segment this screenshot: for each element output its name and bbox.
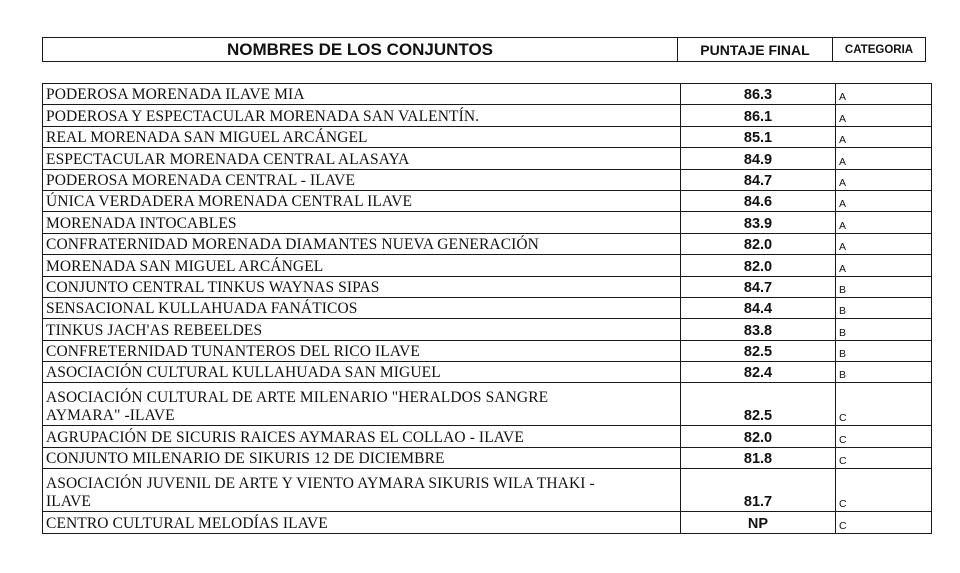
- final-score-cell: 86.1: [681, 105, 836, 126]
- table-row: [43, 233, 932, 254]
- category-cell: B: [836, 276, 932, 297]
- group-name-cell: [43, 255, 681, 276]
- category-cell: A: [836, 190, 932, 211]
- category-cell: B: [836, 340, 932, 361]
- category-cell: C: [836, 383, 932, 426]
- final-score-cell: 82.0: [681, 426, 836, 447]
- table-row: [43, 319, 932, 340]
- group-name-cell: [43, 190, 681, 211]
- final-score-cell: 84.4: [681, 297, 836, 318]
- group-name-line: CONJUNTO CENTRAL TINKUS WAYNAS SIPAS: [46, 278, 380, 296]
- table-row: [43, 340, 932, 361]
- group-name-cell: [43, 169, 681, 190]
- group-name-line: CENTRO CULTURAL MELODÍAS ILAVE: [46, 514, 328, 532]
- final-score-cell: 83.8: [681, 319, 836, 340]
- final-score-cell: 82.5: [681, 340, 836, 361]
- table-row: [43, 276, 932, 297]
- category-cell: C: [836, 426, 932, 447]
- group-name-cell: [43, 383, 681, 426]
- category-cell: A: [836, 126, 932, 147]
- group-name-line: TINKUS JACH'AS REBEELDES: [46, 321, 263, 339]
- category-cell: A: [836, 169, 932, 190]
- final-score-cell: 82.4: [681, 362, 836, 383]
- table-row: [43, 212, 932, 233]
- group-name-cell: [43, 340, 681, 361]
- final-score-cell: 84.7: [681, 169, 836, 190]
- category-cell: B: [836, 297, 932, 318]
- group-name-line: CONJUNTO MILENARIO DE SIKURIS 12 DE DICIEMBRE: [46, 450, 445, 468]
- final-score-cell: 82.0: [681, 233, 836, 254]
- group-name-cell: [43, 512, 681, 533]
- final-score-cell: 86.3: [681, 84, 836, 105]
- group-name-line: PODEROSA MORENADA ILAVE MIA: [46, 86, 305, 104]
- table-row: [43, 126, 932, 147]
- group-name-cell: [43, 126, 681, 147]
- group-name-line: CONFRATERNIDAD MORENADA DIAMANTES NUEVA GENERACIÓN: [46, 236, 539, 254]
- category-cell: C: [836, 512, 932, 533]
- category-cell: A: [836, 212, 932, 233]
- group-name-line: AYMARA" -ILAVE: [46, 407, 175, 425]
- group-name-line: ASOCIACIÓN JUVENIL DE ARTE Y VIENTO AYMARA SIKURIS WILA THAKI -: [46, 475, 595, 493]
- final-score-cell: 83.9: [681, 212, 836, 233]
- table-row: [43, 297, 932, 318]
- group-name-cell: [43, 276, 681, 297]
- table-row: [43, 190, 932, 211]
- category-cell: A: [836, 105, 932, 126]
- final-score-cell: 84.7: [681, 276, 836, 297]
- category-cell: B: [836, 319, 932, 340]
- group-name-line: PODEROSA MORENADA CENTRAL - ILAVE: [46, 171, 356, 189]
- table-row: [43, 362, 932, 383]
- table-row: [43, 383, 932, 426]
- group-name-cell: [43, 148, 681, 169]
- group-name-cell: [43, 84, 681, 105]
- final-score-cell: 85.1: [681, 126, 836, 147]
- header-category: CATEGORIA: [833, 38, 926, 62]
- category-cell: A: [836, 255, 932, 276]
- category-cell: A: [836, 233, 932, 254]
- table-row: [43, 148, 932, 169]
- final-score-cell: 81.7: [681, 469, 836, 512]
- group-name-line: ILAVE: [46, 493, 91, 511]
- group-name-line: ÚNICA VERDADERA MORENADA CENTRAL ILAVE: [46, 193, 413, 211]
- final-score-cell: 81.8: [681, 447, 836, 468]
- group-name-line: SENSACIONAL KULLAHUADA FANÁTICOS: [46, 300, 358, 318]
- header-final-score: PUNTAJE FINAL: [678, 38, 833, 62]
- group-name-line: ASOCIACIÓN CULTURAL KULLAHUADA SAN MIGUEL: [46, 364, 441, 382]
- table-row: [43, 84, 932, 105]
- group-name-cell: [43, 469, 681, 512]
- results-table: [42, 83, 932, 534]
- table-row: [43, 105, 932, 126]
- group-name-cell: [43, 105, 681, 126]
- final-score-cell: 82.0: [681, 255, 836, 276]
- results-table-body: [43, 84, 932, 534]
- results-header: [42, 37, 926, 62]
- category-cell: C: [836, 469, 932, 512]
- table-row: [43, 426, 932, 447]
- table-row: [43, 255, 932, 276]
- group-name-cell: [43, 319, 681, 340]
- table-row: [43, 469, 932, 512]
- group-name-line: CONFRETERNIDAD TUNANTEROS DEL RICO ILAVE: [46, 343, 420, 361]
- category-cell: C: [836, 447, 932, 468]
- group-name-cell: [43, 233, 681, 254]
- group-name-cell: [43, 426, 681, 447]
- category-cell: B: [836, 362, 932, 383]
- final-score-cell: NP: [681, 512, 836, 533]
- group-name-line: AGRUPACIÓN DE SICURIS RAICES AYMARAS EL COLLAO - ILAVE: [46, 428, 524, 446]
- group-name-line: REAL MORENADA SAN MIGUEL ARCÁNGEL: [46, 129, 368, 147]
- final-score-cell: 84.9: [681, 148, 836, 169]
- header-group-names: NOMBRES DE LOS CONJUNTOS: [43, 38, 678, 62]
- group-name-cell: [43, 212, 681, 233]
- final-score-cell: 84.6: [681, 190, 836, 211]
- group-name-cell: [43, 447, 681, 468]
- group-name-line: ESPECTACULAR MORENADA CENTRAL ALASAYA: [46, 150, 410, 168]
- group-name-line: ASOCIACIÓN CULTURAL DE ARTE MILENARIO "HERALDOS SANGRE: [46, 389, 549, 407]
- group-name-line: PODEROSA Y ESPECTACULAR MORENADA SAN VALENTÍN.: [46, 107, 480, 125]
- final-score-cell: 82.5: [681, 383, 836, 426]
- category-cell: A: [836, 84, 932, 105]
- group-name-line: MORENADA SAN MIGUEL ARCÁNGEL: [46, 257, 324, 275]
- table-row: [43, 169, 932, 190]
- table-row: [43, 512, 932, 533]
- header-row: [43, 38, 926, 62]
- category-cell: A: [836, 148, 932, 169]
- group-name-cell: [43, 362, 681, 383]
- group-name-line: MORENADA INTOCABLES: [46, 214, 237, 232]
- group-name-cell: [43, 297, 681, 318]
- table-row: [43, 447, 932, 468]
